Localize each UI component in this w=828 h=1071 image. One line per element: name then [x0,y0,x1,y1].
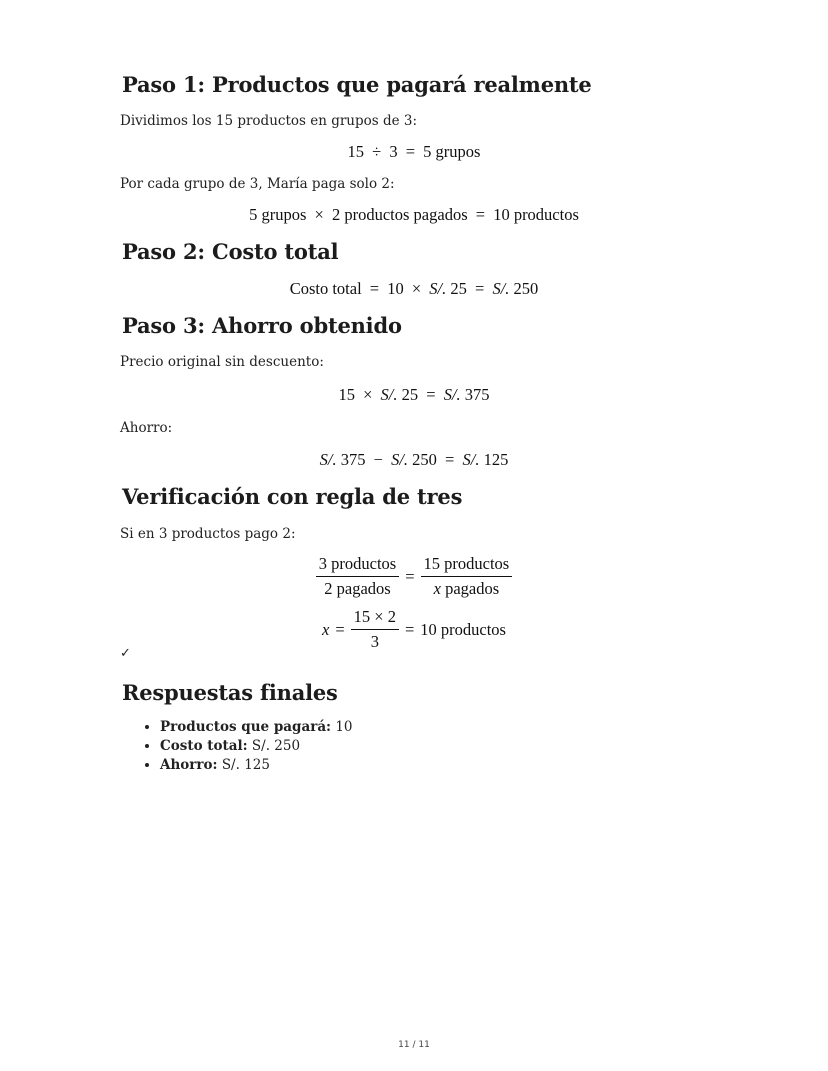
fraction-denominator: 2 pagados [324,579,391,598]
currency-symbol: S/. [319,450,337,469]
step3-text-1: Precio original sin descuento: [120,354,324,370]
currency-symbol: S/. [443,385,461,404]
variable-x: x [322,619,330,639]
eq-term: 15 [338,385,355,404]
currency-symbol: S/. [391,450,409,469]
eq-result: 250 [513,279,539,298]
step1-heading: Paso 1: Productos que pagará realmente [122,72,592,97]
list-item [160,756,353,775]
eq-result: 5 grupos [423,142,481,161]
step2-heading: Paso 2: Costo total [122,239,339,264]
eq-label: Costo total [289,279,362,298]
minus-operator: − [373,450,383,469]
step3-equation-2 [0,450,828,470]
step1-text-1: Dividimos los 15 productos en grupos de 3: [120,113,418,129]
eq-term: 250 [412,450,437,469]
times-operator: × [363,385,373,404]
final-heading: Respuestas finales [122,680,338,705]
step1-equation-2 [0,205,828,225]
equals-sign: = [405,142,416,161]
equals-sign: = [369,279,380,298]
eq-term: 5 grupos [249,205,307,224]
fraction-denominator [431,577,503,599]
currency-symbol: S/. [462,450,480,469]
fraction-solve [351,607,399,652]
equals-sign: = [475,205,486,224]
fraction-right [421,554,513,599]
answer-value: S/. 250 [251,738,301,754]
denominator-text: pagados [445,579,500,598]
list-item [160,718,353,737]
eq-result: 10 productos [493,205,579,224]
eq-result: 10 productos [420,619,506,639]
equals-sign: = [404,619,415,639]
eq-term: 25 [450,279,467,298]
eq-term: 3 [389,142,398,161]
eq-term: 2 productos pagados [331,205,468,224]
step1-text-2: Por cada grupo de 3, María paga solo 2: [120,176,395,192]
equals-sign: = [475,279,485,298]
page-number: 11 / 11 [398,1040,430,1050]
step3-heading: Paso 3: Ahorro obtenido [122,313,402,338]
times-operator: × [411,279,422,298]
eq-term: 10 [387,279,404,298]
checkmark-icon: ✓ [120,646,131,661]
verify-text: Si en 3 productos pago 2: [120,526,296,542]
fraction-numerator: 15 productos [421,554,513,577]
eq-result: 375 [464,385,490,404]
fraction-numerator: 15 × 2 [351,607,399,630]
equals-sign: = [405,566,415,586]
step3-equation-1 [0,385,828,405]
eq-result: 125 [483,450,509,469]
answer-value: S/. 125 [221,757,270,773]
eq-term: 375 [340,450,366,469]
fraction-numerator: 3 productos [316,554,399,577]
divide-operator: ÷ [372,142,382,161]
equals-sign: = [426,385,436,404]
final-answers-list [140,718,353,775]
list-item [160,737,353,756]
currency-symbol: S/. [429,279,447,298]
equals-sign: = [445,450,455,469]
variable-x: x [433,579,441,598]
step3-text-2: Ahorro: [120,420,173,436]
answer-label: Ahorro: [160,757,218,773]
eq-term: 25 [401,385,419,404]
step1-equation-1 [0,142,828,162]
currency-symbol: S/. [380,385,398,404]
answer-value: 10 [335,719,353,735]
proportion-equation [0,554,828,599]
fraction-denominator: 3 [370,632,379,651]
currency-symbol: S/. [492,279,510,298]
answer-label: Costo total: [160,738,248,754]
times-operator: × [314,205,324,224]
step2-equation [0,279,828,299]
answer-label: Productos que pagará: [160,719,332,735]
eq-term: 15 [347,142,365,161]
equals-sign: = [335,619,345,639]
fraction-left [316,554,399,599]
verify-heading: Verificación con regla de tres [122,484,463,509]
